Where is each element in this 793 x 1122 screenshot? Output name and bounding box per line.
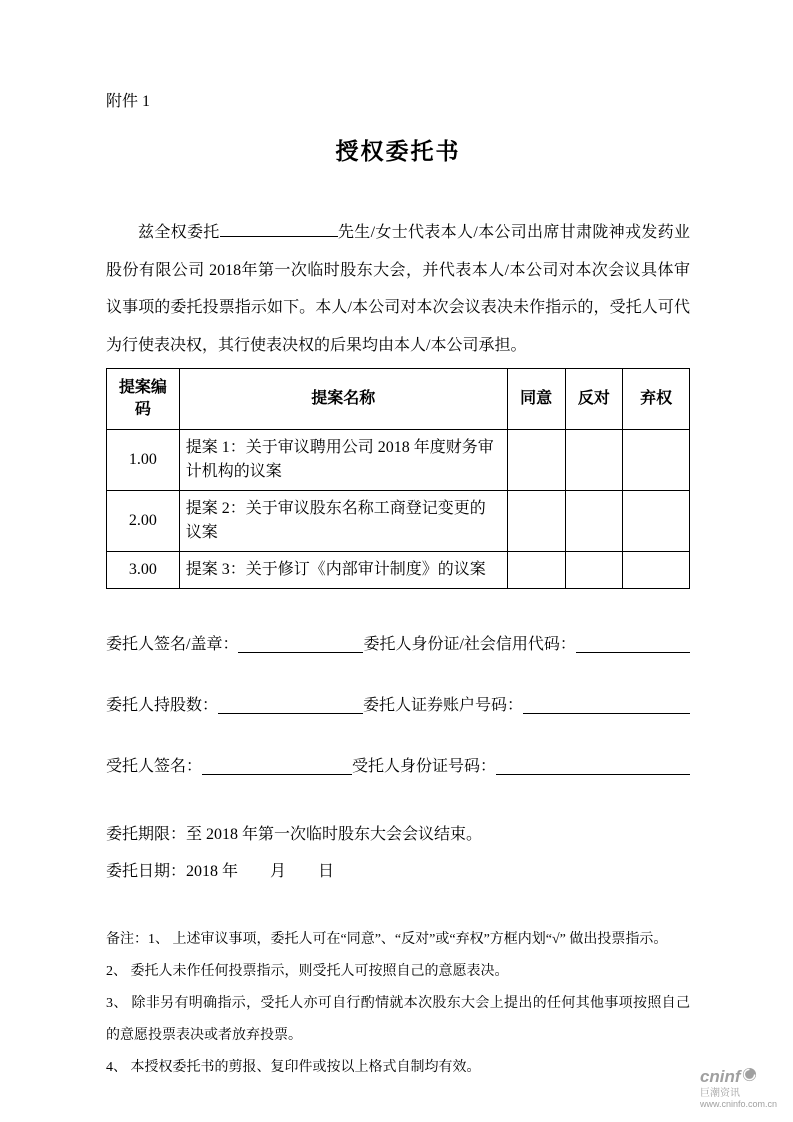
vote-abstain-cell [623, 491, 690, 552]
note-item-2: 2、 委托人未作任何投票指示，则受托人可按照自己的意愿表决。 [106, 964, 509, 979]
principal-shares-label: 委托人持股数： [106, 697, 219, 714]
cninfo-logo-top [700, 1067, 777, 1087]
table-header-row [107, 369, 690, 430]
principal-account-label: 委托人证券账户号码： [363, 697, 524, 714]
vote-agree-cell [507, 430, 565, 491]
principal-account-blank [523, 699, 690, 714]
vote-against-cell [565, 491, 623, 552]
trustee-signature-label: 受托人签名： [106, 758, 203, 775]
note-item-3: 3、 除非另有明确指示，受托人亦可自行酌情就本次股东大会上提出的任何其他事项按照自己的意愿投票表决或者放弃投票。 [106, 996, 690, 1043]
proposal-code: 3.00 [107, 552, 180, 589]
principal-signature-label: 委托人签名/盖章： [106, 636, 239, 653]
proposal-name: 提案 2：关于审议股东名称工商登记变更的议案 [179, 491, 507, 552]
form-line-principal-signature [106, 635, 690, 655]
proposal-code: 1.00 [107, 430, 180, 491]
header-proposal-code: 提案编码 [107, 369, 180, 430]
vote-abstain-cell [623, 430, 690, 491]
principal-signature-blank [238, 638, 363, 653]
intro-paragraph [106, 214, 690, 364]
document-content [106, 92, 690, 1084]
intro-text-after: 先生/女士代表本人/本公司出席甘肃陇神戎发药业股份有限公司 2018年第一次临时股东大会，并代表本人/本公司对本次会议具体审议事项的委托投票指示如下。本人/本公司对本次会议表决未作指示的，受托人可代为行使表决权，其行使表决权的后果均由本人/本公司承担。 [106, 224, 690, 354]
header-agree: 同意 [507, 369, 565, 430]
header-against: 反对 [565, 369, 623, 430]
document-title: 授权委托书 [335, 139, 461, 164]
principal-id-blank [576, 638, 690, 653]
table-row [107, 430, 690, 491]
header-proposal-name: 提案名称 [179, 369, 507, 430]
note-text-1: 1、 上述审议事项，委托人可在“同意”、“反对”或“弃权”方框内划“√” 做出投票指示。 [148, 932, 668, 947]
proposals-table [106, 368, 690, 589]
proposal-code: 2.00 [107, 491, 180, 552]
form-line-trustee-signature [106, 757, 690, 777]
notes-label: 备注： [106, 932, 148, 947]
intro-text-before: 兹全权委托 [138, 224, 220, 241]
principal-shares-blank [218, 699, 363, 714]
proposal-name: 提案 1：关于审议聘用公司 2018 年度财务审计机构的议案 [179, 430, 507, 491]
trustee-signature-blank [202, 760, 352, 775]
note-item-4: 4、 本授权委托书的剪报、复印件或按以上格式自制均有效。 [106, 1060, 481, 1075]
attachment-label: 附件 1 [106, 93, 151, 110]
cninfo-logo-text: cninf [699, 1066, 741, 1086]
vote-abstain-cell [623, 552, 690, 589]
notes-section [106, 924, 690, 1084]
cninfo-logo-url: www.cninfo.com.cn [699, 1099, 777, 1110]
principal-id-label: 委托人身份证/社会信用代码： [363, 636, 576, 653]
trustee-id-blank [496, 760, 690, 775]
proposal-name: 提案 3：关于修订《内部审计制度》的议案 [179, 552, 507, 589]
vote-against-cell [565, 552, 623, 589]
mandate-date: 委托日期：2018 年 月 日 [106, 863, 335, 880]
form-line-principal-shares [106, 696, 690, 716]
header-abstain: 弃权 [623, 369, 690, 430]
note-item-1 [106, 924, 690, 956]
mandate-period: 委托期限：至 2018 年第一次临时股东大会会议结束。 [106, 826, 483, 843]
vote-agree-cell [507, 491, 565, 552]
cninfo-logo [700, 1067, 777, 1110]
table-row [107, 491, 690, 552]
principal-name-blank [220, 222, 338, 237]
signature-form [106, 635, 690, 777]
cninfo-swirl-icon [742, 1067, 757, 1087]
vote-agree-cell [507, 552, 565, 589]
table-row [107, 552, 690, 589]
trustee-id-label: 受托人身份证号码： [352, 758, 497, 775]
vote-against-cell [565, 430, 623, 491]
cninfo-logo-subtext: 巨潮资讯 [699, 1088, 740, 1100]
